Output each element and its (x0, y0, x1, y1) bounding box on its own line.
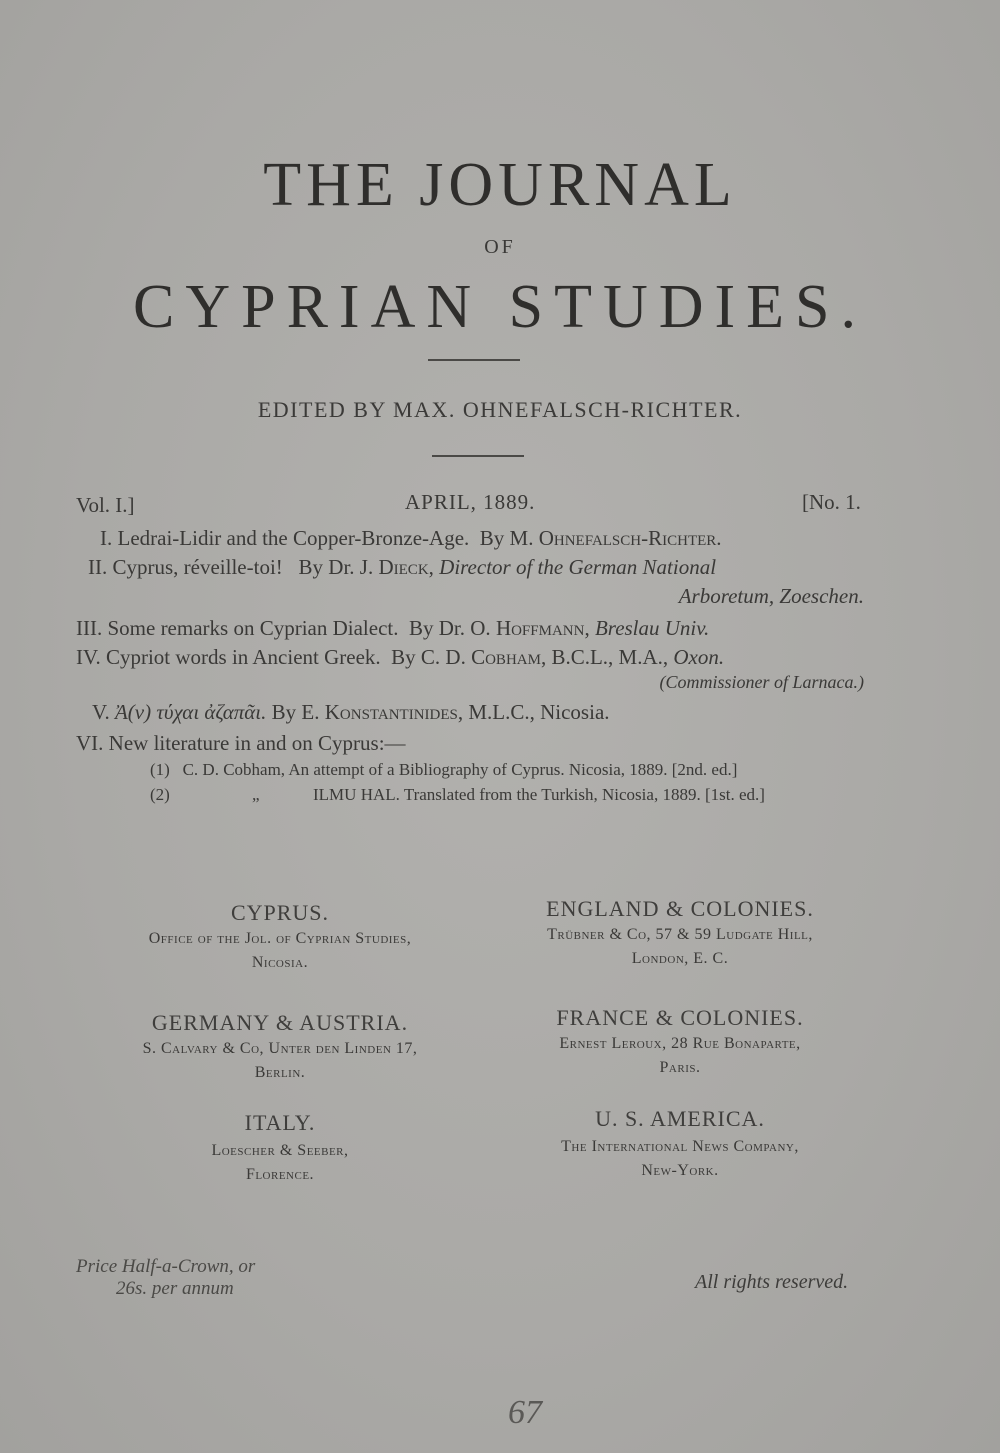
author-name: Ohnefalsch-Richter. (538, 526, 722, 550)
distributor-england-heading: ENGLAND & COLONIES. (546, 896, 814, 921)
distributor-france-line2: Paris. (659, 1059, 701, 1076)
byline: By Dr. J. (298, 555, 374, 579)
price-line2: 26s. per annum (116, 1278, 234, 1299)
article-title: Ledrai-Lidir and the Copper-Bronze-Age. (117, 526, 470, 550)
contents-item-1 (100, 526, 722, 551)
article-title: Cyprus, réveille-toi! (112, 555, 283, 579)
article-title: Cypriot words in Ancient Greek. (105, 645, 381, 669)
distributor-cyprus-line2: Nicosia. (251, 954, 309, 971)
item-numeral: III. (76, 616, 103, 640)
author-affiliation-cont: Arboretum, Zoeschen. (678, 584, 864, 608)
distributor-cyprus-line1: Office of the Jol. of Cyprian Studies, (148, 930, 412, 947)
ditto-mark: „ (252, 785, 260, 804)
item-numeral: II. (88, 555, 108, 579)
author-affiliation: Director of the German National (439, 555, 717, 579)
literature-item-2 (150, 785, 170, 805)
distributor-england-line1: Trübner & Co, 57 & 59 Ludgate Hill, (547, 926, 813, 943)
article-title-greek: Ἀ(ν) τύχαι ἀζαπᾶι. (114, 700, 267, 724)
volume-label: Vol. I.] (76, 493, 135, 517)
byline: By Dr. O. (409, 616, 491, 640)
contents-item-5 (92, 700, 610, 725)
sub-item-numeral: (2) (150, 785, 170, 804)
author-name: Dieck, (378, 555, 434, 579)
author-affiliation: Breslau Univ. (594, 616, 710, 640)
contents-item-4 (76, 645, 724, 670)
distributor-usa-heading: U. S. AMERICA. (595, 1106, 765, 1131)
distributor-germany-line1: S. Calvary & Co, Unter den Linden 17, (142, 1040, 418, 1057)
contents-item-3 (76, 616, 709, 641)
distributor-england-line2: London, E. C. (631, 950, 729, 967)
byline: By C. D. (391, 645, 466, 669)
author-name: Konstantinides, (324, 700, 464, 724)
distributor-cyprus-heading: CYPRUS. (230, 900, 330, 925)
item-numeral: I. (100, 526, 113, 550)
sub-item-numeral: (1) (150, 760, 170, 779)
item-numeral: IV. (76, 645, 101, 669)
author-affiliation: Oxon. (673, 645, 725, 669)
byline: By E. (271, 700, 320, 724)
distributor-usa-line1: The International News Company, (561, 1138, 799, 1155)
distributor-usa-line2: New-York. (641, 1162, 719, 1179)
author-details: M.L.C., Nicosia. (468, 700, 610, 724)
article-title: New literature in and on Cyprus:— (108, 731, 406, 755)
divider-rule-bottom (432, 455, 524, 457)
price-line1: Price Half-a-Crown, or (76, 1256, 256, 1277)
distributor-italy-heading: ITALY. (244, 1110, 316, 1135)
contents-item-2 (88, 555, 716, 580)
distributor-germany-heading: GERMANY & AUSTRIA. (151, 1010, 409, 1035)
literature-entry: C. D. Cobham, An attempt of a Bibliography of Cyprus. Nicosia, 1889. [2nd. ed.] (182, 760, 738, 779)
article-title: Some remarks on Cyprian Dialect. (107, 616, 399, 640)
journal-title-of: OF (484, 236, 516, 258)
editor-line: EDITED BY MAX. OHNEFALSCH-RICHTER. (257, 397, 743, 422)
author-degrees: B.C.L., M.A., (551, 645, 669, 669)
contents-item-6 (76, 731, 406, 756)
distributor-france-heading: FRANCE & COLONIES. (556, 1005, 804, 1030)
author-affiliation-cont: (Commissioner of Larnaca.) (659, 672, 864, 692)
journal-title-line1: THE JOURNAL (263, 151, 737, 219)
distributor-italy-line1: Loescher & Seeber, (211, 1142, 349, 1159)
item-numeral: V. (92, 700, 110, 724)
issue-date: APRIL, 1889. (405, 490, 536, 514)
literature-item-1 (150, 760, 737, 780)
literature-entry: ILMU HAL. Translated from the Turkish, Nicosia, 1889. [1st. ed.] (313, 785, 765, 804)
item-numeral: VI. (76, 731, 104, 755)
rights-notice: All rights reserved. (695, 1271, 849, 1293)
distributor-italy-line2: Florence. (245, 1166, 315, 1183)
author-name: Cobham, (471, 645, 547, 669)
byline: By M. (479, 526, 534, 550)
journal-title-line2: CYPRIAN STUDIES. (132, 273, 868, 341)
distributor-france-line1: Ernest Leroux, 28 Rue Bonaparte, (559, 1035, 801, 1052)
handwritten-page-mark: 67 (508, 1394, 542, 1431)
divider-rule-top (428, 359, 520, 361)
author-name: Hoffmann, (495, 616, 590, 640)
distributor-germany-line2: Berlin. (254, 1064, 306, 1081)
issue-number: [No. 1. (802, 490, 861, 514)
